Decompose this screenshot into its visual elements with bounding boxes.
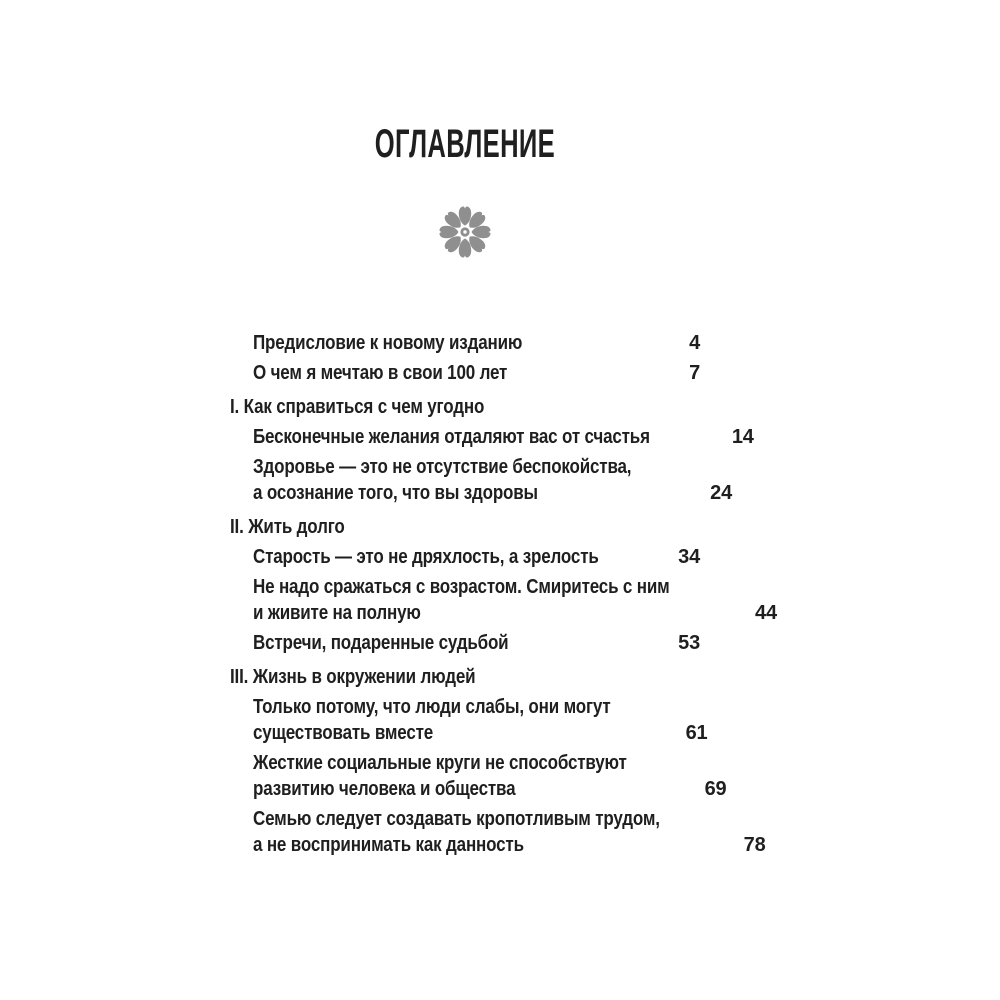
toc-page-number: 24 — [710, 482, 732, 504]
toc-item-line: а осознание того, что вы здоровы — [253, 482, 538, 504]
toc-item-line: Старость — это не дряхлость, а зрелость — [253, 546, 599, 568]
toc-item-title — [253, 806, 732, 858]
toc-item-title — [253, 694, 674, 746]
toc-page-number: 78 — [743, 834, 766, 856]
toc-item-line: Бесконечные желания отдаляют вас от счастья — [253, 426, 650, 448]
toc-row — [230, 544, 700, 570]
page-title-text: ОГЛАВЛЕНИЕ — [374, 122, 556, 166]
toc-item-line: Предисловие к новому изданию — [253, 332, 523, 354]
toc-item-title — [253, 544, 660, 570]
toc-item-line: Только потому, что люди слабы, они могут — [253, 696, 611, 718]
toc-row — [230, 694, 708, 746]
toc-item-title — [253, 330, 570, 356]
flower-ornament-icon — [437, 204, 493, 260]
toc-section-label: I. Как справиться с чем угодно — [230, 396, 485, 418]
toc-row — [230, 330, 700, 356]
toc-section-label: III. Жизнь в окружении людей — [230, 666, 476, 688]
toc-item-line: Жесткие социальные круги не способствуют — [253, 752, 627, 774]
toc-row — [230, 750, 727, 802]
toc-section-header — [230, 514, 700, 540]
toc-item-title — [253, 454, 698, 506]
toc-row — [230, 630, 700, 656]
toc-page-number: 61 — [685, 722, 708, 744]
toc-item-title — [253, 630, 554, 656]
toc-row — [230, 424, 754, 450]
toc-item-line: О чем я мечтаю в свои 100 лет — [253, 362, 508, 384]
toc-item-title — [253, 424, 720, 450]
toc-item-line: и живите на полную — [253, 602, 421, 624]
toc-row — [230, 360, 700, 386]
page-title — [230, 124, 700, 165]
toc-section-header — [230, 664, 700, 690]
toc-section-label: II. Жить долго — [230, 516, 345, 538]
toc-list — [230, 330, 777, 862]
toc-row — [230, 806, 766, 858]
toc-item-title — [253, 574, 743, 626]
toc-page-number: 4 — [689, 332, 700, 354]
toc-item-line: развитию человека и общества — [253, 778, 516, 800]
toc-item-line: существовать вместе — [253, 722, 434, 744]
toc-item-line: Семью следует создавать кропотливым трудом, — [253, 808, 660, 830]
toc-page-number: 7 — [689, 362, 700, 384]
toc-item-title — [253, 360, 552, 386]
toc-item-line: а не воспринимать как данность — [253, 834, 524, 856]
toc-section-header — [230, 394, 700, 420]
toc-item-title — [253, 750, 693, 802]
toc-item-line: Здоровье — это не отсутствие беспокойства, — [253, 456, 632, 478]
toc-page-number: 44 — [755, 602, 777, 624]
toc-page-number: 34 — [678, 546, 700, 568]
toc-row — [230, 454, 732, 506]
toc-page-number: 14 — [731, 426, 754, 448]
toc-row — [230, 574, 777, 626]
toc-item-line: Встречи, подаренные судьбой — [253, 632, 509, 654]
toc-page-number: 53 — [678, 632, 700, 654]
toc-item-line: Не надо сражаться с возрастом. Смиритесь с ним — [253, 576, 670, 598]
toc-page-number: 69 — [704, 778, 727, 800]
